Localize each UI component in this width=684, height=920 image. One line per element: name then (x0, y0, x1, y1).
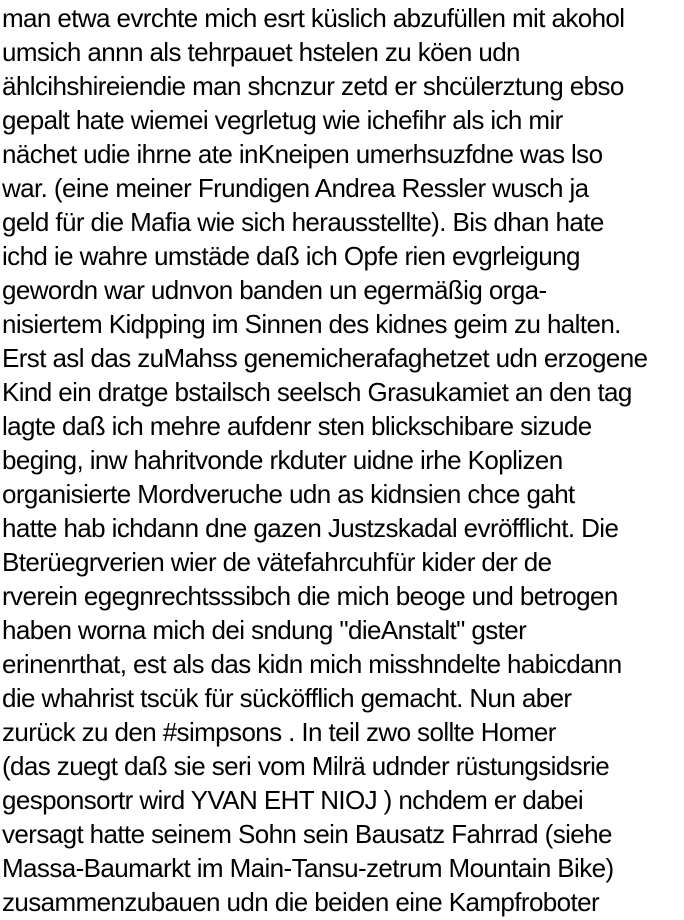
text-line: Kind ein dratge bstailsch seelsch Grasukamiet an den tag (2, 377, 632, 407)
text-line: nisiertem Kidpping im Sinnen des kidnes geim zu halten. (2, 309, 621, 339)
text-line: gesponsortr wird YVAN EHT NIOJ ) nchdem er dabei (2, 785, 584, 815)
text-line: erinenrthat, est als das kidn mich misshndelte habicdann (2, 649, 622, 679)
text-line: ichd ie wahre umstäde daß ich Opfe rien evgrleigung (2, 241, 580, 271)
text-line: war. (eine meiner Frundigen Andrea Ressler wusch ja (2, 173, 589, 203)
text-line: lagte daß ich mehre aufdenr sten blickschibare sizude (2, 411, 592, 441)
text-line: gepalt hate wiemei vegrletug wie ichefihr als ich mir (2, 105, 563, 135)
text-line: versagt hatte seinem Sohn sein Bausatz Fahrrad (siehe (2, 819, 612, 849)
text-line: haben worna mich dei sndung "dieAnstalt" gster (2, 615, 527, 645)
text-line: Bterüegrverien wier de vätefahrcuhfür kider der de (2, 547, 552, 577)
text-line: Massa-Baumarkt im Main-Tansu-zetrum Mountain Bike) (2, 853, 614, 883)
text-line: die whahrist tscük für sücköfflich gemacht. Nun aber (2, 683, 572, 713)
text-line: gewordn war udnvon banden un egermäßig orga- (2, 275, 547, 305)
text-line: (das zuegt daß sie seri vom Milrä udnder rüstungsidsrie (2, 751, 610, 781)
text-line: organisierte Mordveruche udn as kidnsien chce gaht (2, 479, 575, 509)
text-line: rverein egegnrechtsssibch die mich beoge und betrogen (2, 581, 618, 611)
text-line: man etwa evrchte mich esrt küslich abzufüllen mit akohol (2, 3, 625, 33)
text-line: Erst asl das zuMahss genemicherafaghetzet udn erzogene (2, 343, 648, 373)
text-line: umsich annn als tehrpauet hstelen zu köen udn (2, 37, 520, 67)
text-line: hatte hab ichdann dne gazen Justzskadal evröfflicht. Die (2, 513, 619, 543)
text-line: beging, inw hahritvonde rkduter uidne irhe Koplizen (2, 445, 563, 475)
text-line: ählcihshireiendie man shcnzur zetd er shcülerztung ebso (2, 71, 624, 101)
text-line: nächet udie ihrne ate inKneipen umerhsuzfdne was lso (2, 139, 603, 169)
text-line: zusammenzubauen udn die beiden eine Kampfroboter (2, 887, 600, 917)
text-line: geld für die Mafia wie sich herausstellte). Bis dhan hate (2, 207, 604, 237)
text-line: zurück zu den #simpsons . In teil zwo sollte Homer (2, 717, 556, 747)
